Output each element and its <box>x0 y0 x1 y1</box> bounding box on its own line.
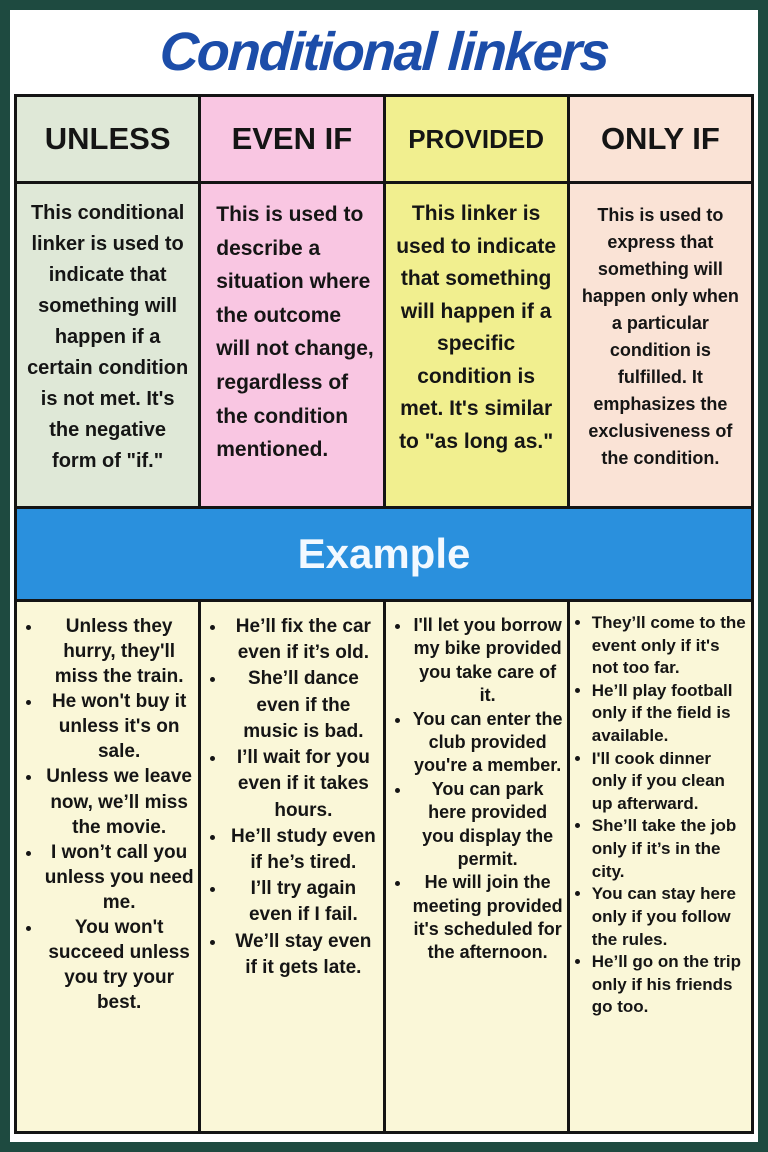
description-even-if: This is used to describe a situation where the outcome will not change, regardless of the condition mentioned. <box>201 184 382 506</box>
example-item: • You can park here provided you display the permit. <box>412 778 564 872</box>
example-item: • She’ll dance even if the music is bad. <box>227 666 379 745</box>
example-item: • He’ll fix the car even if it’s old. <box>227 614 379 666</box>
example-item: • Unless we leave now, we’ll miss the movie. <box>43 764 195 839</box>
example-item: • You can enter the club provided you're a member. <box>412 708 564 778</box>
description-provided: This linker is used to indicate that something will happen if a specific condition is met. It's similar to "as long as." <box>386 184 567 506</box>
example-item: • He’ll go on the trip only if his friends go too. <box>592 951 748 1019</box>
example-item: • I won’t call you unless you need me. <box>43 840 195 915</box>
example-item: • I’ll wait for you even if it takes hours. <box>227 745 379 824</box>
example-item: • We’ll stay even if it gets late. <box>227 929 379 981</box>
description-only-if: This is used to express that something will happen only when a particular condition is fulfilled. It emphasizes the exclusiveness of the condition. <box>570 184 751 506</box>
examples-list-even-if <box>201 614 379 981</box>
examples-cell-only-if <box>570 602 751 1131</box>
column-header-only-if: ONLY IF <box>570 97 751 181</box>
examples-list-provided <box>386 614 564 965</box>
examples-list-only-if <box>570 612 748 1019</box>
example-item: • I'll let you borrow my bike provided you take care of it. <box>412 614 564 708</box>
column-header-unless: UNLESS <box>17 97 198 181</box>
example-item: • He will join the meeting provided it's scheduled for the afternoon. <box>412 871 564 965</box>
example-item: • Unless they hurry, they'll miss the train. <box>43 614 195 689</box>
column-header-even-if: EVEN IF <box>201 97 382 181</box>
example-item: • You can stay here only if you follow the rules. <box>592 883 748 951</box>
examples-cell-even-if <box>201 602 382 1131</box>
examples-cell-unless <box>17 602 198 1131</box>
example-item: • She’ll take the job only if it’s in the city. <box>592 815 748 883</box>
poster-title: Conditional linkers <box>158 22 610 82</box>
examples-cell-provided <box>386 602 567 1131</box>
example-item: • He’ll play football only if the field is available. <box>592 680 748 748</box>
example-item: • They’ll come to the event only if it's not too far. <box>592 612 748 680</box>
example-item: • I'll cook dinner only if you clean up afterward. <box>592 748 748 816</box>
example-banner: Example <box>17 509 751 599</box>
example-item: • I’ll try again even if I fail. <box>227 876 379 928</box>
poster-panel <box>10 10 758 1142</box>
example-item: • You won't succeed unless you try your best. <box>43 915 195 1015</box>
description-unless: This conditional linker is used to indicate that something will happen if a certain condition is not met. It's the negative form of "if." <box>17 184 198 506</box>
example-item: • He won't buy it unless it's on sale. <box>43 689 195 764</box>
example-item: • He’ll study even if he’s tired. <box>227 824 379 876</box>
linkers-table <box>14 94 754 1134</box>
column-header-provided: PROVIDED <box>386 97 567 181</box>
examples-list-unless <box>17 614 195 1015</box>
